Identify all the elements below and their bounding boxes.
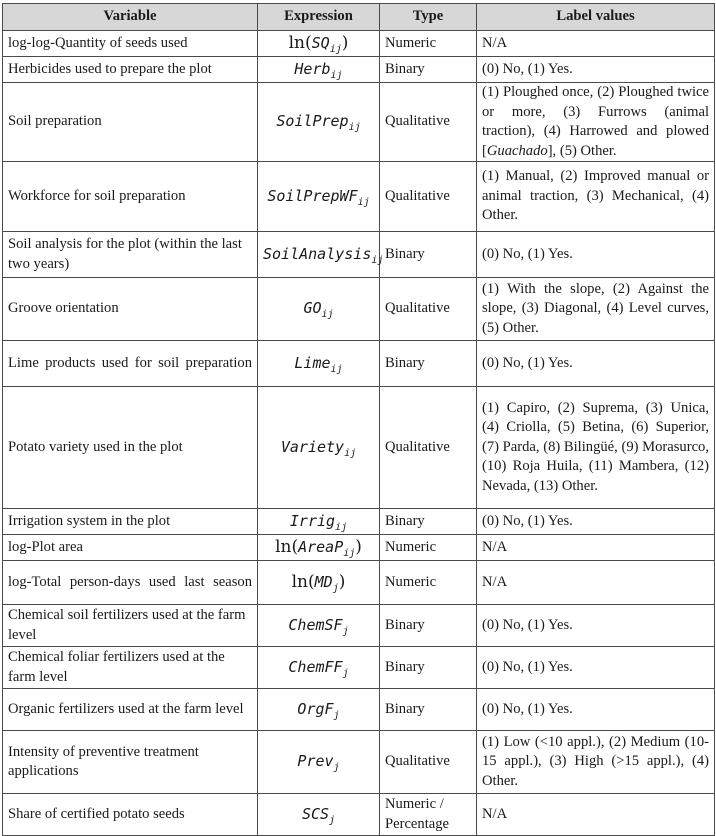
variable-cell: Groove orientation (3, 278, 258, 341)
variable-cell: Workforce for soil preparation (3, 162, 258, 232)
type-cell: Numeric / Percentage (380, 794, 477, 836)
variables-table (2, 3, 715, 836)
type-cell: Binary (380, 647, 477, 689)
table-row (3, 341, 715, 387)
label-cell: (1) Ploughed once, (2) Ploughed twice or more, (3) Furrows (animal traction), (4) Harrowed and plowed [Guachado], (5) Other. (477, 83, 715, 162)
variable-cell: Intensity of preventive treatment applications (3, 731, 258, 794)
expression-cell: $\ln(SQ_{ij})$ (258, 31, 380, 57)
expression-cell: Prev$_j$ (258, 731, 380, 794)
type-cell: Numeric (380, 561, 477, 605)
variable-cell: Chemical soil fertilizers used at the farm level (3, 605, 258, 647)
table-row (3, 561, 715, 605)
type-cell: Binary (380, 689, 477, 731)
label-cell: (1) Low (<10 appl.), (2) Medium (10-15 appl.), (3) High (>15 appl.), (4) Other. (477, 731, 715, 794)
expression-cell: ChemFF$_j$ (258, 647, 380, 689)
label-cell: (0) No, (1) Yes. (477, 341, 715, 387)
type-cell: Binary (380, 605, 477, 647)
label-cell: (0) No, (1) Yes. (477, 605, 715, 647)
label-cell: (0) No, (1) Yes. (477, 647, 715, 689)
header-variable: Variable (3, 4, 258, 31)
expression-cell: ChemSF$_j$ (258, 605, 380, 647)
table-row (3, 162, 715, 232)
label-cell: N/A (477, 31, 715, 57)
expression-cell: OrgF$_j$ (258, 689, 380, 731)
variable-cell: Irrigation system in the plot (3, 509, 258, 535)
type-cell: Numeric (380, 31, 477, 57)
type-cell: Binary (380, 57, 477, 83)
expression-cell: $GO_{ij}$ (258, 278, 380, 341)
label-cell: (1) Capiro, (2) Suprema, (3) Unica, (4) Criolla, (5) Betina, (6) Superior, (7) Parda, (8) Bilingüé, (9) Morasurco, (10) Roja Huila, (11) Mambera, (12) Nevada, (13) Other. (477, 387, 715, 509)
variable-cell: Soil preparation (3, 83, 258, 162)
expression-cell: Variety$_{ij}$ (258, 387, 380, 509)
table-row (3, 57, 715, 83)
type-cell: Binary (380, 509, 477, 535)
label-cell: (1) With the slope, (2) Against the slope, (3) Diagonal, (4) Level curves, (5) Other. (477, 278, 715, 341)
label-cell: (1) Manual, (2) Improved manual or animal traction, (3) Mechanical, (4) Other. (477, 162, 715, 232)
table-row (3, 689, 715, 731)
header-type: Type (380, 4, 477, 31)
type-cell: Binary (380, 341, 477, 387)
type-cell: Binary (380, 232, 477, 278)
variable-cell: Potato variety used in the plot (3, 387, 258, 509)
expression-cell: SoilAnalysis$_{ij}$ (258, 232, 380, 278)
type-cell: Qualitative (380, 162, 477, 232)
variable-cell: Lime products used for soil preparation (3, 341, 258, 387)
expression-cell: Herb$_{ij}$ (258, 57, 380, 83)
label-cell: N/A (477, 794, 715, 836)
variable-cell: Herbicides used to prepare the plot (3, 57, 258, 83)
label-cell: (0) No, (1) Yes. (477, 232, 715, 278)
table-row (3, 232, 715, 278)
expression-cell: ln(AreaP$_{ij}$) (258, 535, 380, 561)
table-row (3, 794, 715, 836)
variable-cell: log-Plot area (3, 535, 258, 561)
label-cell: (0) No, (1) Yes. (477, 509, 715, 535)
type-cell: Qualitative (380, 387, 477, 509)
table-row (3, 509, 715, 535)
table-row (3, 535, 715, 561)
variable-cell: log-Total person-days used last season (3, 561, 258, 605)
label-cell: (0) No, (1) Yes. (477, 57, 715, 83)
type-cell: Qualitative (380, 278, 477, 341)
variable-cell: Organic fertilizers used at the farm level (3, 689, 258, 731)
table-row (3, 731, 715, 794)
expression-cell: Lime$_{ij}$ (258, 341, 380, 387)
variable-cell: Chemical foliar fertilizers used at the farm level (3, 647, 258, 689)
expression-cell: $\ln(MD_j)$ (258, 561, 380, 605)
table-row (3, 387, 715, 509)
expression-cell: $SCS_j$ (258, 794, 380, 836)
expression-cell: SoilPrepWF$_{ij}$ (258, 162, 380, 232)
header-label-values: Label values (477, 4, 715, 31)
table-row (3, 83, 715, 162)
type-cell: Numeric (380, 535, 477, 561)
table-row (3, 605, 715, 647)
type-cell: Qualitative (380, 731, 477, 794)
variable-cell: Soil analysis for the plot (within the last two years) (3, 232, 258, 278)
variable-cell: Share of certified potato seeds (3, 794, 258, 836)
table-row (3, 31, 715, 57)
table-row (3, 647, 715, 689)
label-cell: (0) No, (1) Yes. (477, 689, 715, 731)
expression-cell: SoilPrep$_{ij}$ (258, 83, 380, 162)
label-cell: N/A (477, 535, 715, 561)
expression-cell: Irrig$_{ij}$ (258, 509, 380, 535)
label-cell: N/A (477, 561, 715, 605)
header-expression: Expression (258, 4, 380, 31)
header-row (3, 4, 715, 31)
variable-cell: log-log-Quantity of seeds used (3, 31, 258, 57)
type-cell: Qualitative (380, 83, 477, 162)
table-row (3, 278, 715, 341)
